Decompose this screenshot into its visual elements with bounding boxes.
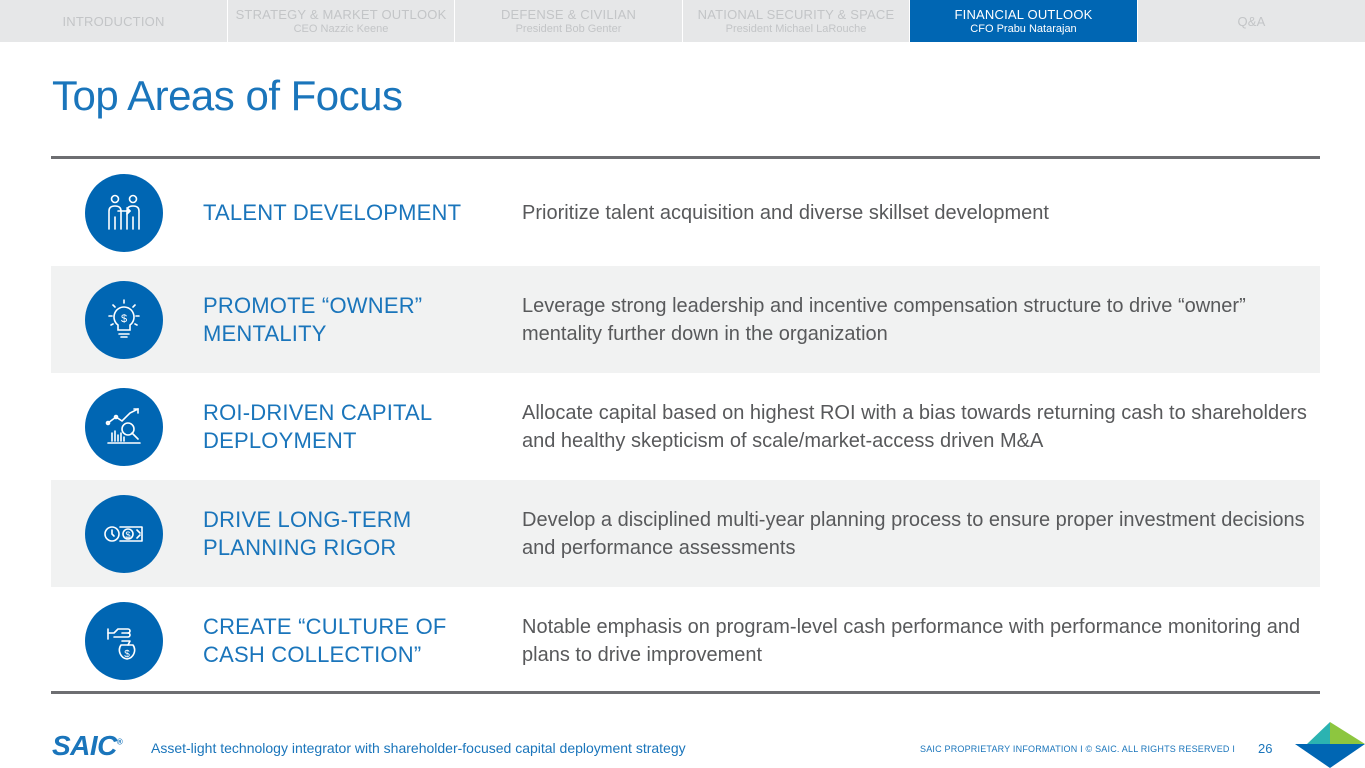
- footer-legal: SAIC PROPRIETARY INFORMATION I © SAIC. ALL RIGHTS RESERVED I: [920, 744, 1236, 754]
- tab-label: DEFENSE & CIVILIAN: [500, 6, 637, 22]
- tab-financial-outlook[interactable]: [910, 0, 1138, 42]
- tab-strategy-market-outlook[interactable]: [228, 0, 455, 42]
- lightbulb-dollar-icon: [85, 281, 163, 359]
- focus-title: DRIVE LONG-TERM PLANNING RIGOR: [203, 506, 412, 560]
- tab-label: Q&A: [1237, 13, 1266, 29]
- tab-defense-civilian[interactable]: [455, 0, 683, 42]
- footer-tagline: Asset-light technology integrator with shareholder-focused capital deployment strategy: [151, 740, 686, 756]
- tab-label: FINANCIAL OUTLOOK: [954, 6, 1093, 22]
- focus-list: [51, 159, 1320, 694]
- logo-text: SAIC: [52, 730, 117, 761]
- tab-presenter: CFO Prabu Natarajan: [970, 22, 1077, 35]
- page-title: Top Areas of Focus: [52, 72, 403, 119]
- tab-national-security-space[interactable]: [683, 0, 910, 42]
- focus-row-planning-rigor: [51, 480, 1320, 587]
- tab-qa[interactable]: [1138, 0, 1365, 42]
- focus-title: PROMOTE “OWNER” MENTALITY: [203, 292, 423, 346]
- tab-presenter: President Bob Genter: [515, 22, 622, 35]
- svg-text:$: $: [124, 648, 130, 660]
- tab-label: INTRODUCTION: [62, 13, 165, 29]
- focus-row-roi-capital: [51, 373, 1320, 480]
- tab-label: NATIONAL SECURITY & SPACE: [697, 6, 895, 22]
- focus-description: Develop a disciplined multi-year planning process to ensure proper investment decisions and performance assessments: [522, 508, 1305, 559]
- focus-row-cash-collection: [51, 587, 1320, 694]
- tab-presenter: President Michael LaRouche: [725, 22, 867, 35]
- focus-title: ROI-DRIVEN CAPITAL DEPLOYMENT: [203, 399, 432, 453]
- bottom-divider: [51, 691, 1320, 694]
- tab-introduction[interactable]: [0, 0, 228, 42]
- focus-description: Allocate capital based on highest ROI with a bias towards returning cash to shareholders and healthy skepticism of scale/market-access driven M&A: [522, 401, 1307, 452]
- tab-label: STRATEGY & MARKET OUTLOOK: [235, 6, 447, 22]
- section-nav: [0, 0, 1365, 42]
- people-exchange-icon: [85, 174, 163, 252]
- svg-text:$: $: [120, 312, 128, 325]
- focus-description: Notable emphasis on program-level cash performance with performance monitoring and plans to drive improvement: [522, 615, 1301, 666]
- saic-logo: [52, 730, 122, 762]
- focus-description: Prioritize talent acquisition and diverse skillset development: [522, 201, 1049, 224]
- focus-description: Leverage strong leadership and incentive compensation structure to drive “owner” mentality further down in the organization: [522, 294, 1246, 345]
- tab-presenter: CEO Nazzic Keene: [293, 22, 389, 35]
- hand-money-bag-icon: [85, 602, 163, 680]
- focus-row-owner-mentality: [51, 266, 1320, 373]
- svg-text:$: $: [125, 529, 131, 540]
- clock-money-icon: [85, 495, 163, 573]
- page-number: 26: [1258, 741, 1273, 756]
- registered-mark: ®: [116, 737, 123, 747]
- focus-title: TALENT DEVELOPMENT: [203, 199, 462, 225]
- focus-row-talent: [51, 159, 1320, 266]
- chart-magnifier-icon: [85, 388, 163, 466]
- focus-title: CREATE “CULTURE OF CASH COLLECTION”: [203, 613, 447, 667]
- corner-triangle-graphic: [1295, 722, 1365, 768]
